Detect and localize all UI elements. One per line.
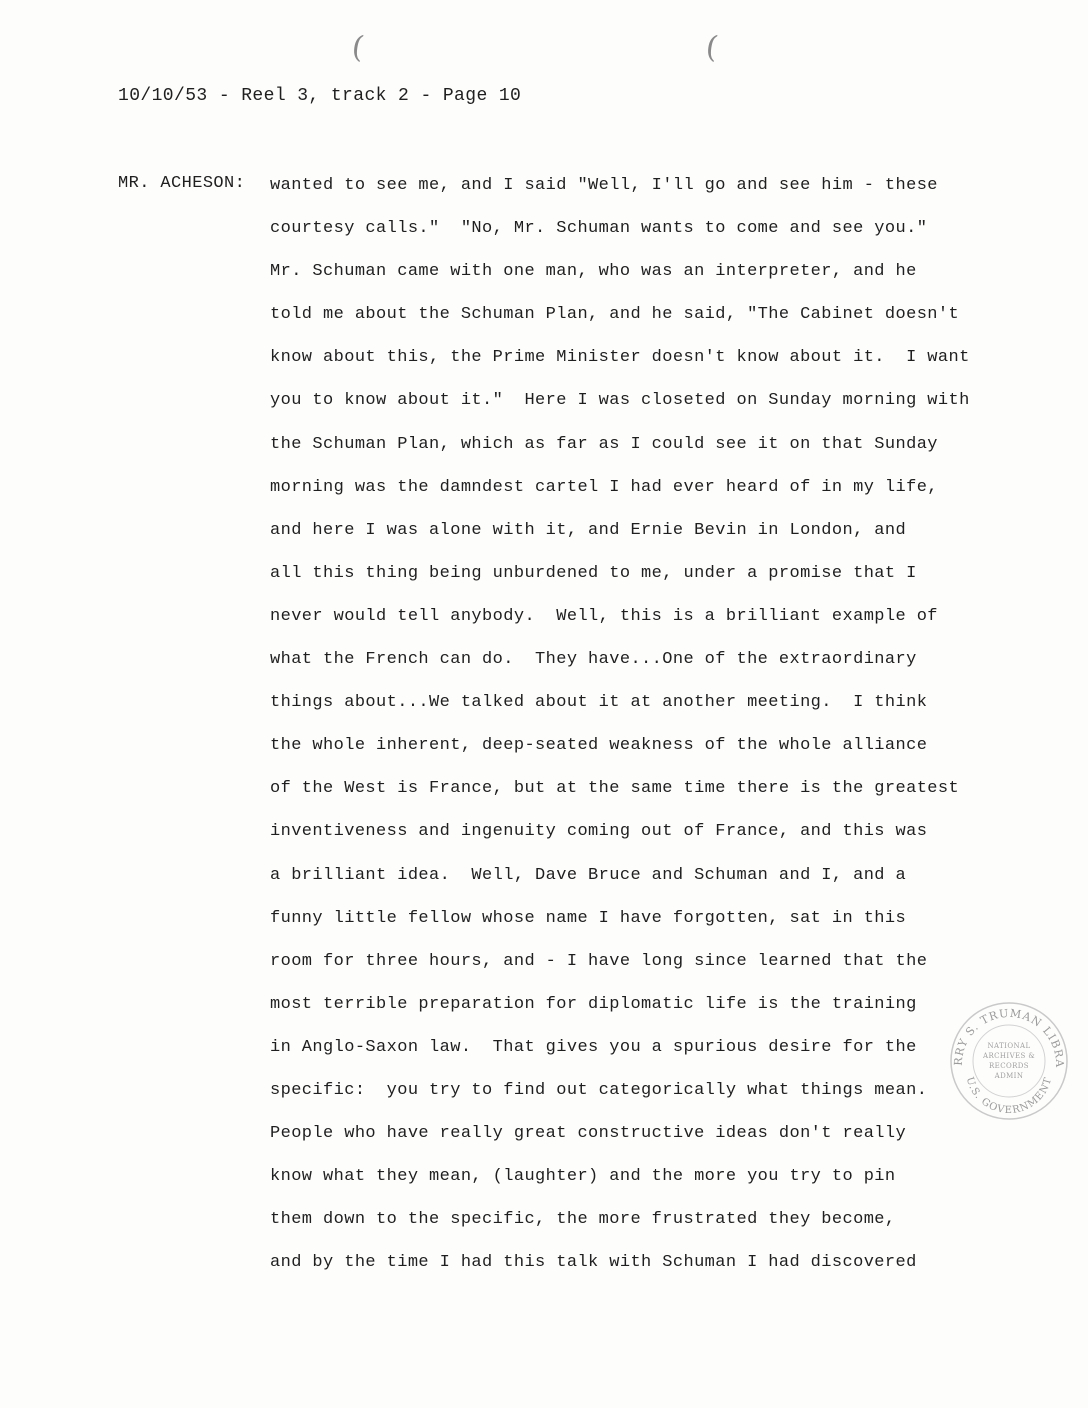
transcript-line: what the French can do. They have...One of the extraordinary <box>270 650 917 670</box>
transcript-line: and by the time I had this talk with Schuman I had discovered <box>270 1253 917 1273</box>
transcript-line: you to know about it." Here I was closeted on Sunday morning with <box>270 391 970 411</box>
transcript-line: and here I was alone with it, and Ernie Bevin in London, and <box>270 520 907 540</box>
transcript-line: People who have really great constructive ideas don't really <box>270 1124 907 1144</box>
transcript-body <box>270 174 990 1294</box>
transcript-line: specific: you try to find out categorically what things mean. <box>270 1080 928 1100</box>
transcript-line: things about...We talked about it at another meeting. I think <box>270 693 928 713</box>
speaker-label: MR. ACHESON: <box>118 174 246 193</box>
transcript-line: room for three hours, and - I have long since learned that the <box>270 951 928 971</box>
transcript-line: courtesy calls." "No, Mr. Schuman wants to come and see you." <box>270 219 928 239</box>
seal-graphic <box>948 1000 1070 1122</box>
transcript-line: them down to the specific, the more frustrated they become, <box>270 1210 896 1230</box>
punch-mark-left: ( <box>349 29 367 66</box>
transcript-line: most terrible preparation for diplomatic life is the training <box>270 994 917 1014</box>
transcript-line: know what they mean, (laughter) and the more you try to pin <box>270 1167 896 1187</box>
transcript-line: know about this, the Prime Minister doesn't know about it. I want <box>270 348 970 368</box>
transcript-line: of the West is France, but at the same time there is the greatest <box>270 779 960 799</box>
svg-text:NATIONAL: NATIONAL <box>987 1042 1031 1050</box>
punch-mark-right: ( <box>703 29 721 66</box>
transcript-line: told me about the Schuman Plan, and he said, "The Cabinet doesn't <box>270 305 960 325</box>
svg-text:U.S. GOVERNMENT: U.S. GOVERNMENT <box>963 1075 1055 1117</box>
page-header: 10/10/53 - Reel 3, track 2 - Page 10 <box>118 86 522 106</box>
library-seal-stamp <box>948 1000 1070 1122</box>
transcript-line: all this thing being unburdened to me, under a promise that I <box>270 563 917 583</box>
transcript-line: never would tell anybody. Well, this is a brilliant example of <box>270 606 938 626</box>
svg-text:ARCHIVES &: ARCHIVES & <box>983 1052 1035 1060</box>
transcript-line: in Anglo-Saxon law. That gives you a spurious desire for the <box>270 1037 917 1057</box>
svg-text:HARRY S. TRUMAN LIBRARY: RRY S. TRUMAN LIBRA <box>951 1006 1067 1069</box>
transcript-line: inventiveness and ingenuity coming out of France, and this was <box>270 822 928 842</box>
transcript-line: morning was the damndest cartel I had ever heard of in my life, <box>270 477 938 497</box>
transcript-line: funny little fellow whose name I have forgotten, sat in this <box>270 908 907 928</box>
transcript-line: a brilliant idea. Well, Dave Bruce and Schuman and I, and a <box>270 865 907 885</box>
transcript-line: the whole inherent, deep-seated weakness of the whole alliance <box>270 736 928 756</box>
transcript-line: Mr. Schuman came with one man, who was an interpreter, and he <box>270 262 917 282</box>
transcript-line: wanted to see me, and I said "Well, I'll go and see him - these <box>270 176 938 195</box>
svg-text:RECORDS: RECORDS <box>989 1062 1029 1070</box>
svg-text:ADMIN: ADMIN <box>994 1072 1024 1080</box>
transcript-line: the Schuman Plan, which as far as I could see it on that Sunday <box>270 434 938 454</box>
